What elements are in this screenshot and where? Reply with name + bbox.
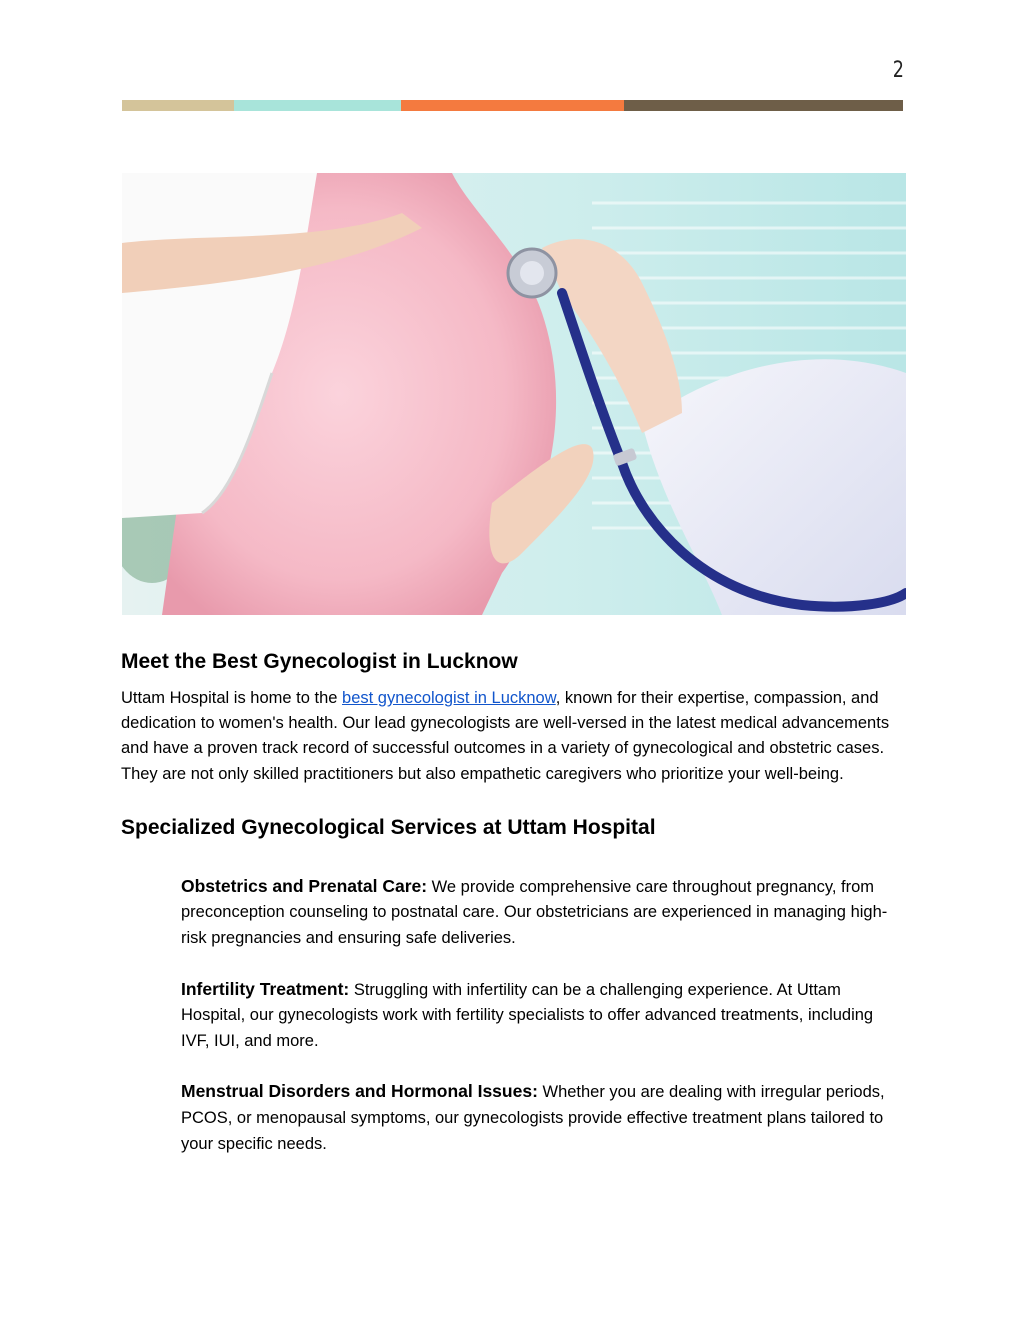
service-description: Struggling with infertility can be a challenging experience. At Uttam Hospital, our gynecologists work with fertility specialists to offer advanced treatments, including IVF, IUI, and more. xyxy=(181,980,874,1050)
service-description: Whether you are dealing with irregular periods, PCOS, or menopausal symptoms, our gynecologists provide effective treatment plans tailored to your specific needs. xyxy=(181,1083,885,1153)
section-heading-services: Specialized Gynecological Services at Uttam Hospital xyxy=(121,815,656,839)
hero-image xyxy=(122,173,906,615)
intro-paragraph xyxy=(121,686,901,787)
decorative-color-bar xyxy=(122,100,903,111)
color-bar-segment xyxy=(234,100,401,111)
main-content xyxy=(121,648,901,1182)
service-label: Menstrual Disorders and Hormonal Issues: xyxy=(181,1081,538,1102)
section-heading-best-gynecologist: Meet the Best Gynecologist in Lucknow xyxy=(121,650,518,673)
color-bar-segment xyxy=(624,100,903,111)
color-bar-segment xyxy=(122,100,234,111)
best-gynecologist-link[interactable]: best gynecologist in Lucknow xyxy=(342,689,556,707)
intro-text-before: Uttam Hospital is home to the xyxy=(121,689,343,707)
service-description: We provide comprehensive care throughout pregnancy, from preconception counseling to postnatal care. Our obstetricians are experienced in managing high-risk pregnancies and ensuring safe deliveries. xyxy=(181,877,888,947)
service-item-menstrual xyxy=(181,1079,906,1157)
service-label: Infertility Treatment: xyxy=(181,978,350,999)
intro-text-after: , known for their expertise, compassion, and dedication to women's health. Our lead gynecologists are well-versed in the latest medical advancements and have a proven track record of successful outcomes in a variety of gynecological and obstetric cases. They are not only skilled practitioners but also empathetic caregivers who prioritize your well-being. xyxy=(121,689,890,783)
service-label: Obstetrics and Prenatal Care: xyxy=(181,875,428,896)
color-bar-segment xyxy=(401,100,624,111)
service-item-obstetrics xyxy=(181,874,906,952)
page-number: 2 xyxy=(892,58,904,83)
services-list xyxy=(121,874,906,1157)
service-item-infertility xyxy=(181,977,906,1055)
